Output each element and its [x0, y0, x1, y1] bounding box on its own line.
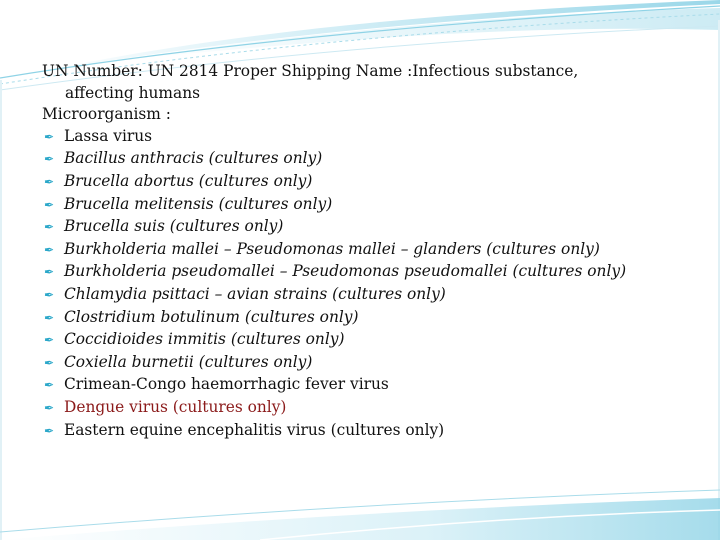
list-item-text: Lassa virus: [64, 126, 153, 145]
feather-pen-icon: ✒: [44, 423, 55, 438]
list-item: [42, 171, 702, 194]
list-item-text: Brucella suis (cultures only): [64, 217, 284, 236]
list-item-text: Crimean-Congo haemorrhagic fever virus: [64, 375, 389, 394]
feather-pen-icon: ✒: [44, 355, 55, 370]
feather-pen-icon: ✒: [44, 333, 55, 348]
list-item: [42, 352, 702, 375]
list-item-text: Chlamydia psittaci – avian strains (cultures only): [64, 284, 446, 303]
feather-pen-icon: ✒: [44, 265, 55, 280]
list-item-text: Brucella melitensis (cultures only): [64, 194, 333, 213]
list-item: [42, 397, 702, 420]
list-item: [42, 126, 702, 149]
list-item-text: Bacillus anthracis (cultures only): [64, 149, 323, 168]
list-item: [42, 374, 702, 397]
list-item: [42, 194, 702, 217]
feather-pen-icon: ✒: [44, 287, 55, 302]
feather-pen-icon: ✒: [44, 129, 55, 144]
list-item: [42, 148, 702, 171]
list-item: [42, 307, 702, 330]
feather-pen-icon: ✒: [44, 197, 55, 212]
shipping-heading: [42, 61, 702, 104]
list-item-text: Coccidioides immitis (cultures only): [64, 330, 345, 349]
slide-content: [42, 61, 702, 442]
heading-line-1: UN Number: UN 2814 Proper Shipping Name :Infectious substance,: [42, 62, 579, 80]
list-item-text: Eastern equine encephalitis virus (cultures only): [64, 420, 445, 439]
heading-line-2: affecting humans: [65, 83, 201, 102]
feather-pen-icon: ✒: [44, 152, 55, 167]
list-item-text: Brucella abortus (cultures only): [64, 171, 313, 190]
list-item-text: Clostridium botulinum (cultures only): [64, 307, 359, 326]
list-item: [42, 239, 702, 262]
list-item: [42, 261, 702, 284]
list-item: [42, 284, 702, 307]
list-item: [42, 420, 702, 443]
list-item-text: Dengue virus (cultures only): [64, 397, 287, 416]
feather-pen-icon: ✒: [44, 310, 55, 325]
feather-pen-icon: ✒: [44, 174, 55, 189]
feather-pen-icon: ✒: [44, 220, 55, 235]
microorganism-list: [42, 126, 702, 442]
list-item: [42, 216, 702, 239]
list-item-text: Coxiella burnetii (cultures only): [64, 352, 313, 371]
feather-pen-icon: ✒: [44, 378, 55, 393]
microorganism-label: Microorganism :: [42, 105, 171, 124]
list-item-text: Burkholderia mallei – Pseudomonas mallei – glanders (cultures only): [64, 239, 600, 258]
list-item-text: Burkholderia pseudomallei – Pseudomonas pseudomallei (cultures only): [64, 262, 627, 281]
list-item: [42, 329, 702, 352]
feather-pen-icon: ✒: [44, 242, 55, 257]
feather-pen-icon: ✒: [44, 400, 55, 415]
